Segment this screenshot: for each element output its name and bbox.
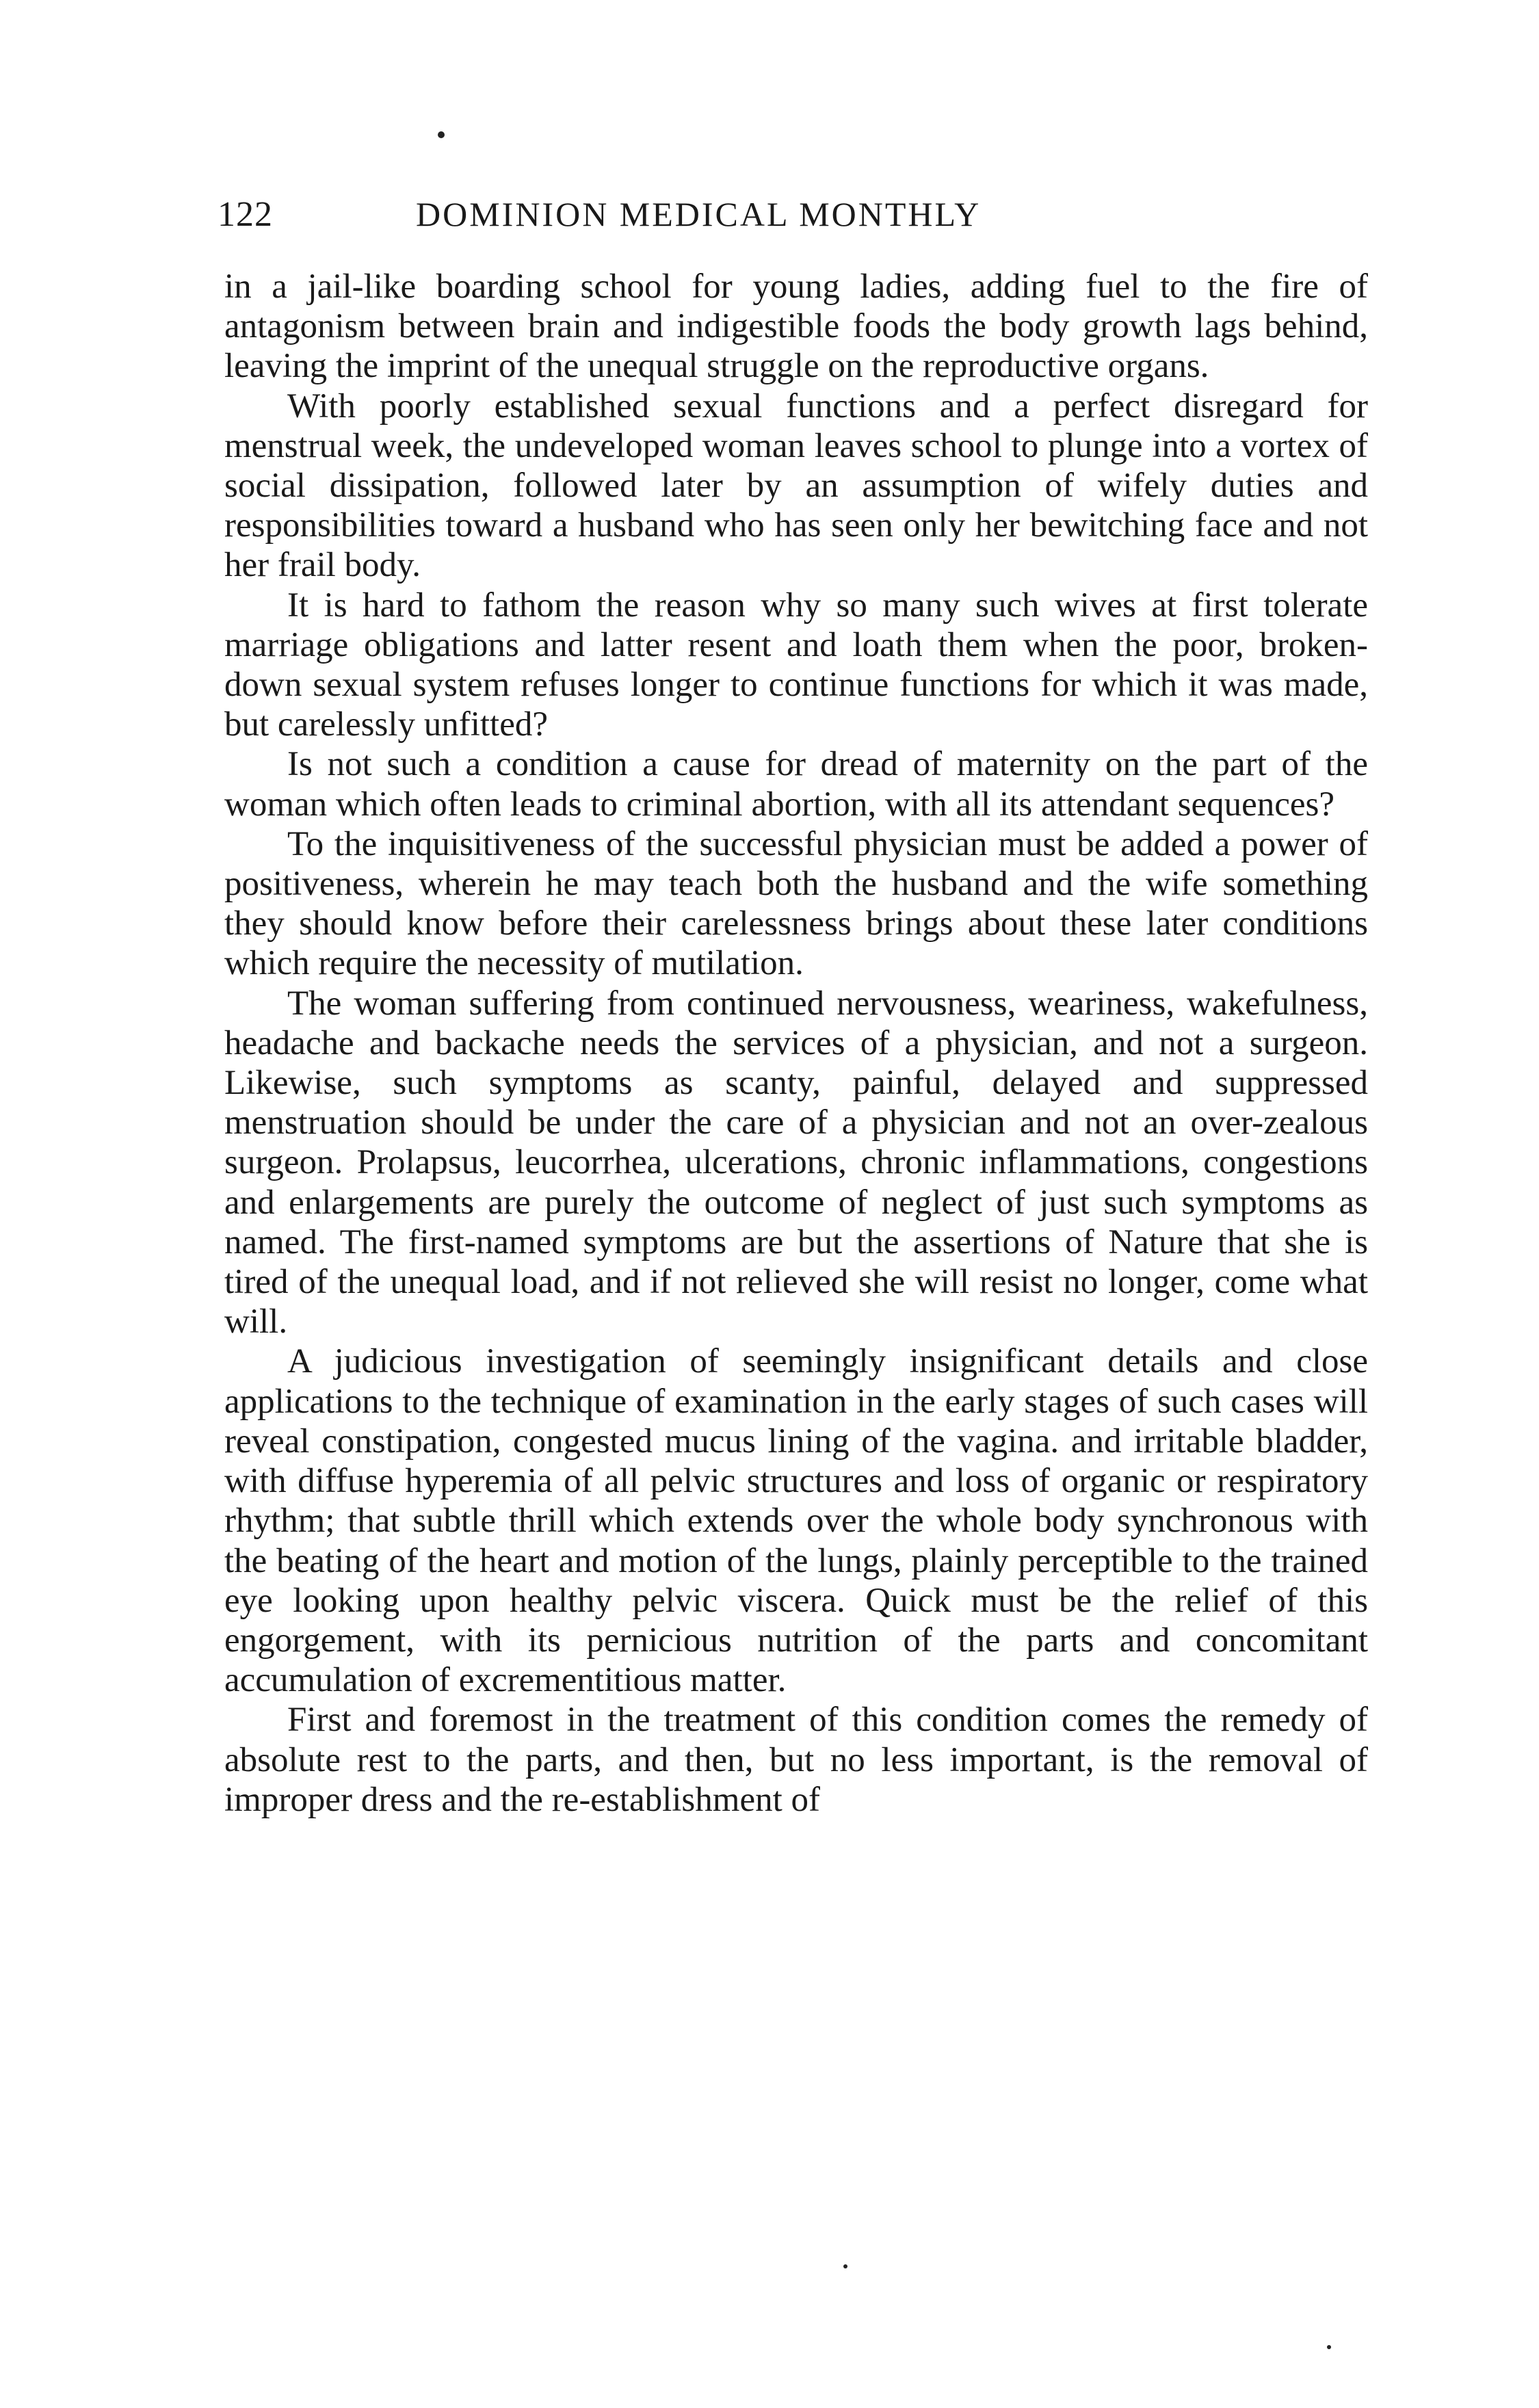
paragraph: With poorly established sexual functions and a perfect disregard for menstrual week, the undeveloped woman leaves school to plunge into a vortex of social dissipation, followed later by an assumption of wifely duties and responsibilities toward a husband who has seen only her bewitching face and not her frail body. (224, 387, 1368, 585)
paragraph: To the inquisitiveness of the successful physician must be added a power of positiveness, wherein he may teach both the husband and the wife something they should know before their carelessness brings about these later conditions which require the necessity of mutilation. (224, 824, 1368, 983)
scan-speck (843, 2264, 847, 2268)
paragraph: in a jail-like boarding school for young ladies, adding fuel to the fire of antagonism between brain and indigestible foods the body growth lags behind, leaving the imprint of the unequal struggle on the reproductive organs. (224, 267, 1368, 386)
scan-speck (438, 131, 445, 138)
paragraph: The woman suffering from continued nervousness, weariness, wakefulness, headache and backache needs the services of a physician, and not a surgeon. Likewise, such symptoms as scanty, painful, delayed and suppressed menstruation should be under the care of a physician and not an over-zealous surgeon. Prolapsus, leucorrhea, ulcerations, chronic inflammations, congestions and enlargements are purely the outcome of neglect of just such symptoms as named. The first-named symptoms are but the assertions of Nature that she is tired of the unequal load, and if not relieved she will resist no longer, come what will. (224, 984, 1368, 1342)
journal-title: DOMINION MEDICAL MONTHLY (416, 195, 982, 233)
page-number: 122 (218, 195, 273, 234)
paragraph: Is not such a condition a cause for dread of maternity on the part of the woman which often leads to criminal abortion, with all its attendant sequences? (224, 745, 1368, 824)
running-header (218, 194, 1373, 249)
article-body (224, 267, 1368, 1820)
scan-speck (1327, 2345, 1331, 2349)
paragraph: First and foremost in the treatment of this condition comes the remedy of absolute rest to the parts, and then, but no less important, is the removal of improper dress and the re-establishment of (224, 1701, 1368, 1819)
paragraph: A judicious investigation of seemingly insignificant details and close applications to the technique of examination in the early stages of such cases will reveal constipation, congested mucus lining of the vagina. and irritable bladder, with diffuse hyperemia of all pelvic structures and loss of organic or respiratory rhythm; that subtle thrill which extends over the whole body synchronous with the beating of the heart and motion of the lungs, plainly perceptible to the trained eye looking upon healthy pelvic viscera. Quick must be the relief of this engorgement, with its pernicious nutrition of the parts and concomitant accumulation of excrementitious matter. (224, 1342, 1368, 1700)
paragraph: It is hard to fathom the reason why so many such wives at first tolerate marriage obligations and latter resent and loath them when the poor, broken-down sexual system refuses longer to continue functions for which it was made, but carelessly unfitted? (224, 586, 1368, 744)
